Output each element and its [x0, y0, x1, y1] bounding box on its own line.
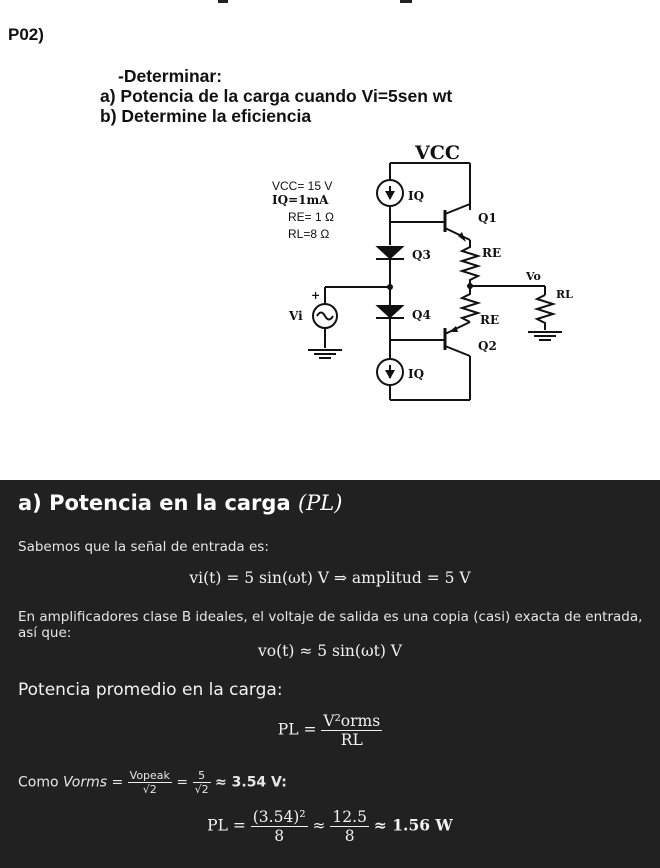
param-vcc: VCC= 15 V — [272, 179, 333, 193]
eq4-frac2-num: 12.5 — [332, 808, 367, 826]
q2-collector — [445, 346, 470, 356]
como-frac2-num: 5 — [193, 769, 211, 783]
como-prefix: Como — [18, 774, 59, 791]
arrow-heads — [385, 191, 466, 379]
eq3-fraction — [321, 712, 382, 749]
vcc-label: VCC — [415, 142, 460, 164]
vo-label: Vo — [526, 270, 541, 283]
task-a: a) Potencia de la carga cuando Vi=5sen wt — [100, 86, 453, 106]
re-top-label: RE — [482, 246, 502, 260]
como-frac1 — [128, 769, 172, 796]
eq4-lhs: PL = — [207, 816, 246, 835]
power-subheading: Potencia promedio en la carga: — [18, 680, 283, 700]
eq3-lhs: PL = — [277, 720, 317, 739]
problem-label: P02) — [8, 25, 44, 44]
q1-emitter — [445, 228, 470, 240]
q1-collector — [445, 204, 470, 214]
re-resistor-bottom — [462, 286, 478, 322]
rl-label: RL — [556, 288, 573, 301]
re-resistor-top — [462, 240, 478, 286]
eq4-frac1-num: (3.54)² — [252, 808, 306, 826]
q3-diode — [378, 247, 402, 258]
iq-top-label: IQ — [408, 189, 425, 203]
como-frac2-den: √2 — [194, 783, 209, 796]
como-frac1-den: √2 — [142, 783, 157, 796]
como-vorms: Vorms = — [63, 774, 124, 791]
arrow-down-icon — [385, 370, 395, 379]
como-frac1-num: Vopeak — [129, 769, 170, 782]
vi-label: Vi — [289, 309, 303, 323]
equation-power-formula — [0, 712, 660, 749]
junction-dot — [387, 284, 393, 290]
solution-heading-math: (PL) — [297, 491, 343, 515]
eq4-frac2-den: 8 — [344, 827, 355, 845]
solution-panel — [0, 480, 660, 868]
param-iq: IQ=1mA — [272, 193, 329, 207]
eq4-frac1-den: 8 — [274, 827, 285, 845]
arrow-down-icon — [385, 191, 395, 200]
junction-dot — [467, 283, 473, 289]
task-heading: -Determinar: — [118, 66, 223, 86]
explanation-text: En amplificadores clase B ideales, el voltaje de salida es una copia (casi) exacta de entrada, así que: — [18, 609, 643, 641]
equation-input-signal: vi(t) = 5 sin(ωt) V ⇒ amplitud = 5 V — [189, 569, 471, 587]
q2-emitter — [445, 322, 470, 334]
eq4-result: ≈ 1.56 W — [373, 815, 453, 835]
sine-glyph — [317, 313, 333, 320]
como-result: ≈ 3.54 V: — [215, 774, 287, 791]
eq4-frac2 — [330, 808, 369, 845]
como-frac2 — [193, 769, 211, 796]
q4-diode — [378, 306, 402, 317]
equation-power-result: PL = $\frac{\text{(3.54)²}}{8}$ ≈ $\frac{12.5}{8}$ ≈ 1.56 W — [207, 808, 453, 845]
q4-label: Q4 — [412, 308, 431, 322]
q1-label: Q1 — [478, 211, 497, 225]
q3-label: Q3 — [412, 248, 431, 262]
param-rl: RL=8 Ω — [288, 227, 330, 241]
rl-resistor — [537, 295, 553, 330]
solution-heading — [18, 491, 342, 515]
plus-label: + — [311, 289, 321, 302]
task-b: b) Determine la eficiencia — [100, 106, 312, 126]
re-bottom-label: RE — [480, 313, 500, 327]
eq3-denominator: RL — [340, 731, 363, 749]
equation-output-signal: vo(t) ≈ 5 sin(ωt) V — [257, 642, 403, 660]
solution-heading-text: a) Potencia en la carga — [18, 491, 291, 515]
intro-text: Sabemos que la señal de entrada es: — [18, 539, 269, 555]
como-line: Como Vorms = $\frac{\text{Vopeak}}{√2}$ = $\frac{5}{√2}$ ≈ 3.54 V: — [18, 769, 287, 796]
iq-bottom-label: IQ — [408, 367, 425, 381]
emitter-arrow-icon — [449, 326, 458, 332]
q2-label: Q2 — [478, 339, 497, 353]
eq4-frac1 — [251, 808, 308, 845]
eq3-numerator: V²orms — [323, 712, 381, 730]
param-re: RE= 1 Ω — [288, 210, 334, 224]
